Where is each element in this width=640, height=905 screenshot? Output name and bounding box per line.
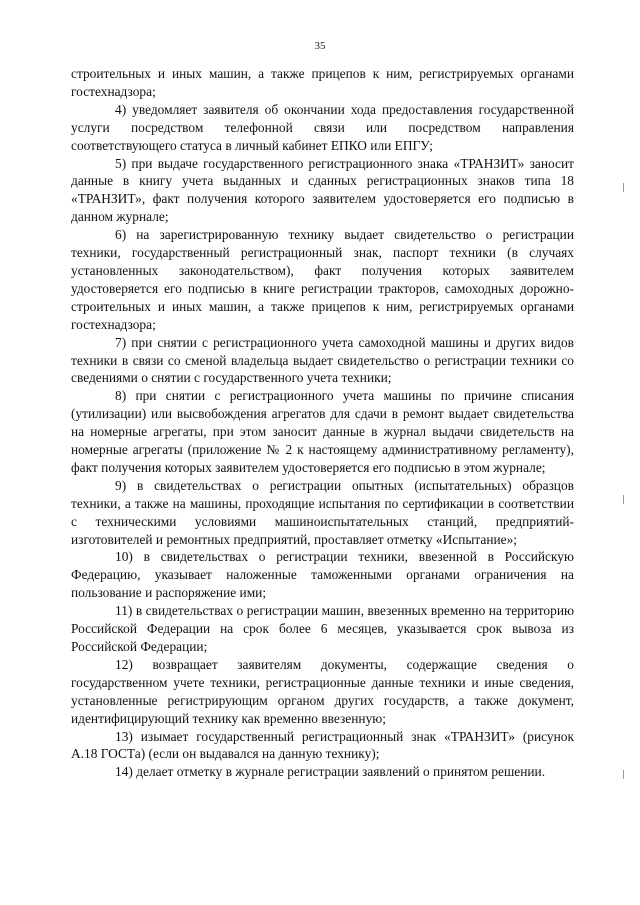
- paragraph-item-8: 8) при снятии с регистрационного учета машины по причине списания (утилизации) или высвобождения агрегатов для сдачи в ремонт выдает свидетельства на номерные агрегаты, при этом заносит данные в журнал выдачи свидетельств на номерные агрегаты (приложение № 2 к настоящему административному регламенту), факт получения которых заявителем удостоверяется его подписью в этом журнале;: [71, 388, 574, 475]
- paragraph-item-14: 14) делает отметку в журнале регистрации заявлений о принятом решении.: [115, 764, 546, 780]
- paragraph-item-11: 11) в свидетельствах о регистрации машин, ввезенных временно на территорию Российской Федерации на срок более 6 месяцев, указывается срок вывоза из Российской Федерации;: [71, 603, 574, 654]
- paragraph-continuation: строительных и иных машин, а также прицепов к ним, регистрируемых органами гостехнадзора;: [71, 66, 574, 99]
- paragraph-item-10: 10) в свидетельствах о регистрации техники, ввезенной в Российскую Федерацию, указывает наложенные таможенными органами ограничения на пользование и распоряжение ими;: [71, 549, 574, 601]
- paragraph-item-4: 4) уведомляет заявителя об окончании хода предоставления государственной услуги посредством телефонной связи или посредством направления соответствующего статуса в личный кабинет ЕПКО или ЕПГУ;: [71, 101, 574, 153]
- paragraph-item-13: 13) изымает государственный регистрационный знак «ТРАНЗИТ» (рисунок А.18 ГОСТа) (если он выдавался на данную технику);: [71, 728, 574, 762]
- paragraph-item-9: 9) в свидетельствах о регистрации опытных (испытательных) образцов техники, а также на машины, проходящие испытания по сертификации в соответствии с техническими условиями машиноиспытательных станций, предприятий-изготовителей и ремонтных предприятий, проставляет отметку «Испытание»;: [71, 477, 574, 547]
- page-number: 35: [314, 40, 326, 52]
- paragraph-item-7: 7) при снятии с регистрационного учета самоходной машины и других видов техники в связи со сменой владельца выдает свидетельство о регистрации техники со сведениями о снятии с государственного учета техники;: [71, 334, 574, 386]
- paragraph-item-12: 12) возвращает заявителям документы, содержащие сведения о государственном учете техники, регистрационные данные техники и иные сведения, установленные регистрирующим органом других государств, а также документ, идентифицирующий технику как временно ввезенную;: [71, 656, 574, 726]
- paragraph-item-5: 5) при выдаче государственного регистрационного знака «ТРАНЗИТ» заносит данные в книгу учета выданных и сданных регистрационных знаков типа 18 «ТРАНЗИТ», факт получения которого заявителем удостоверяется его подписью в данном журнале;: [71, 155, 574, 225]
- scan-artifact-mark: [623, 495, 624, 504]
- scan-artifact-mark: [623, 183, 624, 192]
- scan-artifact-mark: [623, 770, 624, 779]
- paragraph-item-6: 6) на зарегистрированную технику выдает свидетельство о регистрации техники, государственный регистрационный знак, паспорт техники (в случаях установленных законодательством), факт получения которых заявителем удостоверяется его подписью в книге регистрации тракторов, самоходных дорожно-строительных и иных машин, а также прицепов к ним, регистрируемых органами гостехнадзора;: [71, 227, 574, 332]
- document-body: [71, 65, 574, 781]
